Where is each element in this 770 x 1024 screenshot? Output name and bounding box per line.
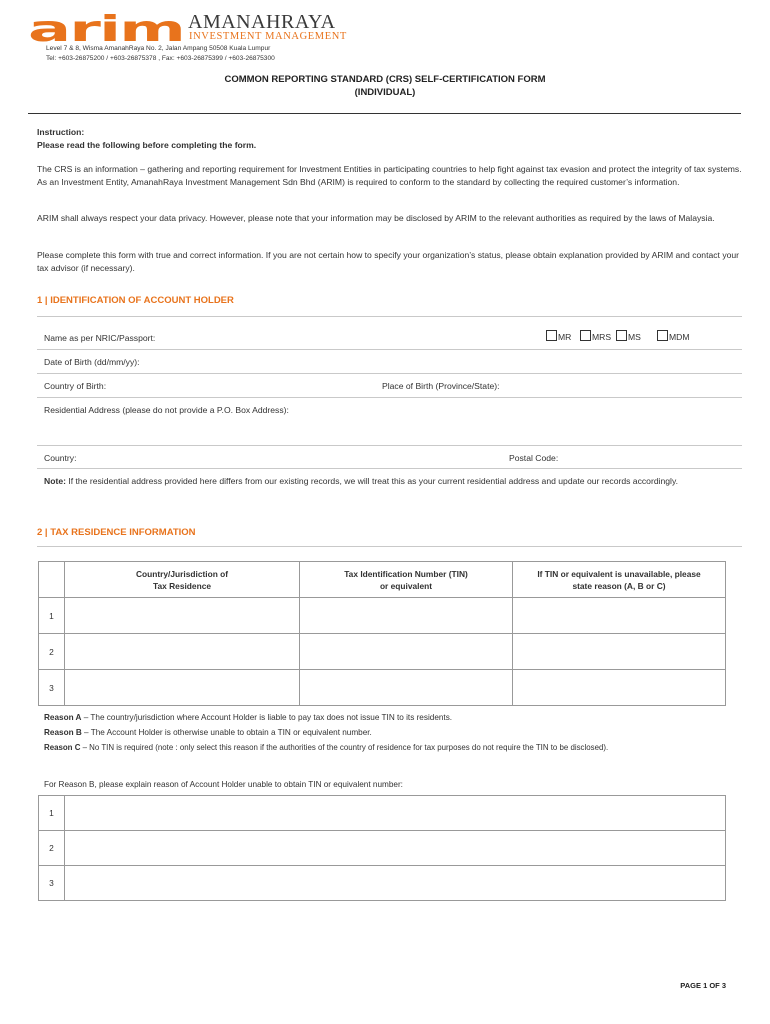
header-divider: [28, 113, 741, 114]
salutation-mr[interactable]: MR: [546, 330, 571, 342]
table-row: [39, 598, 726, 634]
instruction-paragraph-privacy: ARIM shall always respect your data privacy. However, please note that your information may be disclosed by ARIM to the relevant authorities as required by the laws of Malaysia.: [37, 213, 715, 223]
reason-b: Reason B – The Account Holder is otherwise unable to obtain a TIN or equivalent number.: [44, 728, 372, 737]
explain-input-cell[interactable]: [65, 866, 726, 901]
checkbox-icon[interactable]: [546, 330, 557, 341]
explain-input-cell[interactable]: [65, 796, 726, 831]
reason-input-cell[interactable]: [513, 598, 726, 634]
svg-text:arim: arim: [28, 14, 184, 44]
checkbox-icon[interactable]: [616, 330, 627, 341]
header-country-jurisdiction: Country/Jurisdiction of Tax Residence: [65, 562, 300, 598]
table-row: [39, 866, 726, 901]
postal-code-label: Postal Code:: [509, 453, 559, 463]
arim-logo: [28, 14, 186, 44]
country-input-cell[interactable]: [65, 634, 300, 670]
form-subtitle: (INDIVIDUAL): [354, 87, 416, 98]
place-of-birth-label: Place of Birth (Province/State):: [382, 381, 500, 391]
instruction-paragraph-complete: Please complete this form with true and correct information. If you are not certain how to specify your organization’s status, please obtain explanation provided by ARIM and contact your tax advisor (if necessary).: [37, 250, 740, 273]
instruction-heading: Instruction:: [37, 127, 85, 137]
tax-residence-table: [38, 561, 726, 706]
salutation-ms[interactable]: MS: [616, 330, 641, 342]
row-number: 3: [39, 866, 65, 901]
tin-input-cell[interactable]: [300, 634, 513, 670]
header-reason: If TIN or equivalent is unavailable, please state reason (A, B or C): [513, 562, 726, 598]
section-2-title: 2 | TAX RESIDENCE INFORMATION: [37, 527, 196, 538]
divider: [37, 546, 742, 547]
table-row: [39, 670, 726, 706]
reason-b-explain-label: For Reason B, please explain reason of Account Holder unable to obtain TIN or equivalent number:: [44, 780, 403, 789]
divider: [37, 468, 742, 469]
section-1-title: 1 | IDENTIFICATION OF ACCOUNT HOLDER: [37, 295, 234, 306]
checkbox-icon[interactable]: [657, 330, 668, 341]
name-label: Name as per NRIC/Passport:: [44, 333, 156, 343]
reason-c: Reason C – No TIN is required (note : only select this reason if the authorities of the country of residence for tax purposes do not require the TIN to be disclosed).: [44, 743, 609, 752]
instruction-paragraph-crs: The CRS is an information – gathering and reporting requirement for Investment Entities in participating countries to help fight against tax evasion and protect the integrity of tax systems. As an Investment Entity, AmanahRaya Investment Management Sdn Bhd (ARIM) is required to conform to the standard by collecting the required customer’s information.: [37, 164, 742, 187]
page-number: PAGE 1 OF 3: [680, 981, 726, 990]
brand-name: AMANAHRAYA: [188, 11, 336, 33]
country-input-cell[interactable]: [65, 670, 300, 706]
country-input-cell[interactable]: [65, 598, 300, 634]
country-of-birth-label: Country of Birth:: [44, 381, 107, 391]
reason-b-table: [38, 795, 726, 901]
divider: [37, 445, 742, 446]
table-header-row: [39, 562, 726, 598]
tin-input-cell[interactable]: [300, 670, 513, 706]
row-number: 2: [39, 634, 65, 670]
divider: [37, 373, 742, 374]
salutation-mdm[interactable]: MDM: [657, 330, 690, 342]
divider: [37, 397, 742, 398]
address-line: Level 7 & 8, Wisma AmanahRaya No. 2, Jalan Ampang 50508 Kuala Lumpur: [46, 45, 271, 52]
header-tin: Tax Identification Number (TIN) or equivalent: [300, 562, 513, 598]
reason-a: Reason A – The country/jurisdiction where Account Holder is liable to pay tax does not issue TIN to its residents.: [44, 713, 453, 722]
address-note: Note: If the residential address provided here differs from our existing records, we will treat this as your current residential address and update our records accordingly.: [44, 476, 679, 486]
country-label: Country:: [44, 453, 77, 463]
phone-line: Tel: +603-26875200 / +603-26875378 , Fax: +603-26875399 / +603-26875300: [46, 55, 275, 62]
row-number: 3: [39, 670, 65, 706]
row-number: 1: [39, 796, 65, 831]
instruction-subheading: Please read the following before completing the form.: [37, 140, 257, 150]
reason-input-cell[interactable]: [513, 670, 726, 706]
brand-subtitle: INVESTMENT MANAGEMENT: [189, 31, 347, 42]
table-row: [39, 634, 726, 670]
reason-input-cell[interactable]: [513, 634, 726, 670]
row-number: 1: [39, 598, 65, 634]
salutation-mrs[interactable]: MRS: [580, 330, 611, 342]
residential-address-label: Residential Address (please do not provide a P.O. Box Address):: [44, 405, 289, 415]
row-number: 2: [39, 831, 65, 866]
dob-label: Date of Birth (dd/mm/yy):: [44, 357, 140, 367]
explain-input-cell[interactable]: [65, 831, 726, 866]
tin-input-cell[interactable]: [300, 598, 513, 634]
divider: [37, 349, 742, 350]
form-title: COMMON REPORTING STANDARD (CRS) SELF-CERTIFICATION FORM: [224, 74, 546, 85]
table-row: [39, 796, 726, 831]
checkbox-icon[interactable]: [580, 330, 591, 341]
divider: [37, 316, 742, 317]
header-cell-index: [39, 562, 65, 598]
table-row: [39, 831, 726, 866]
